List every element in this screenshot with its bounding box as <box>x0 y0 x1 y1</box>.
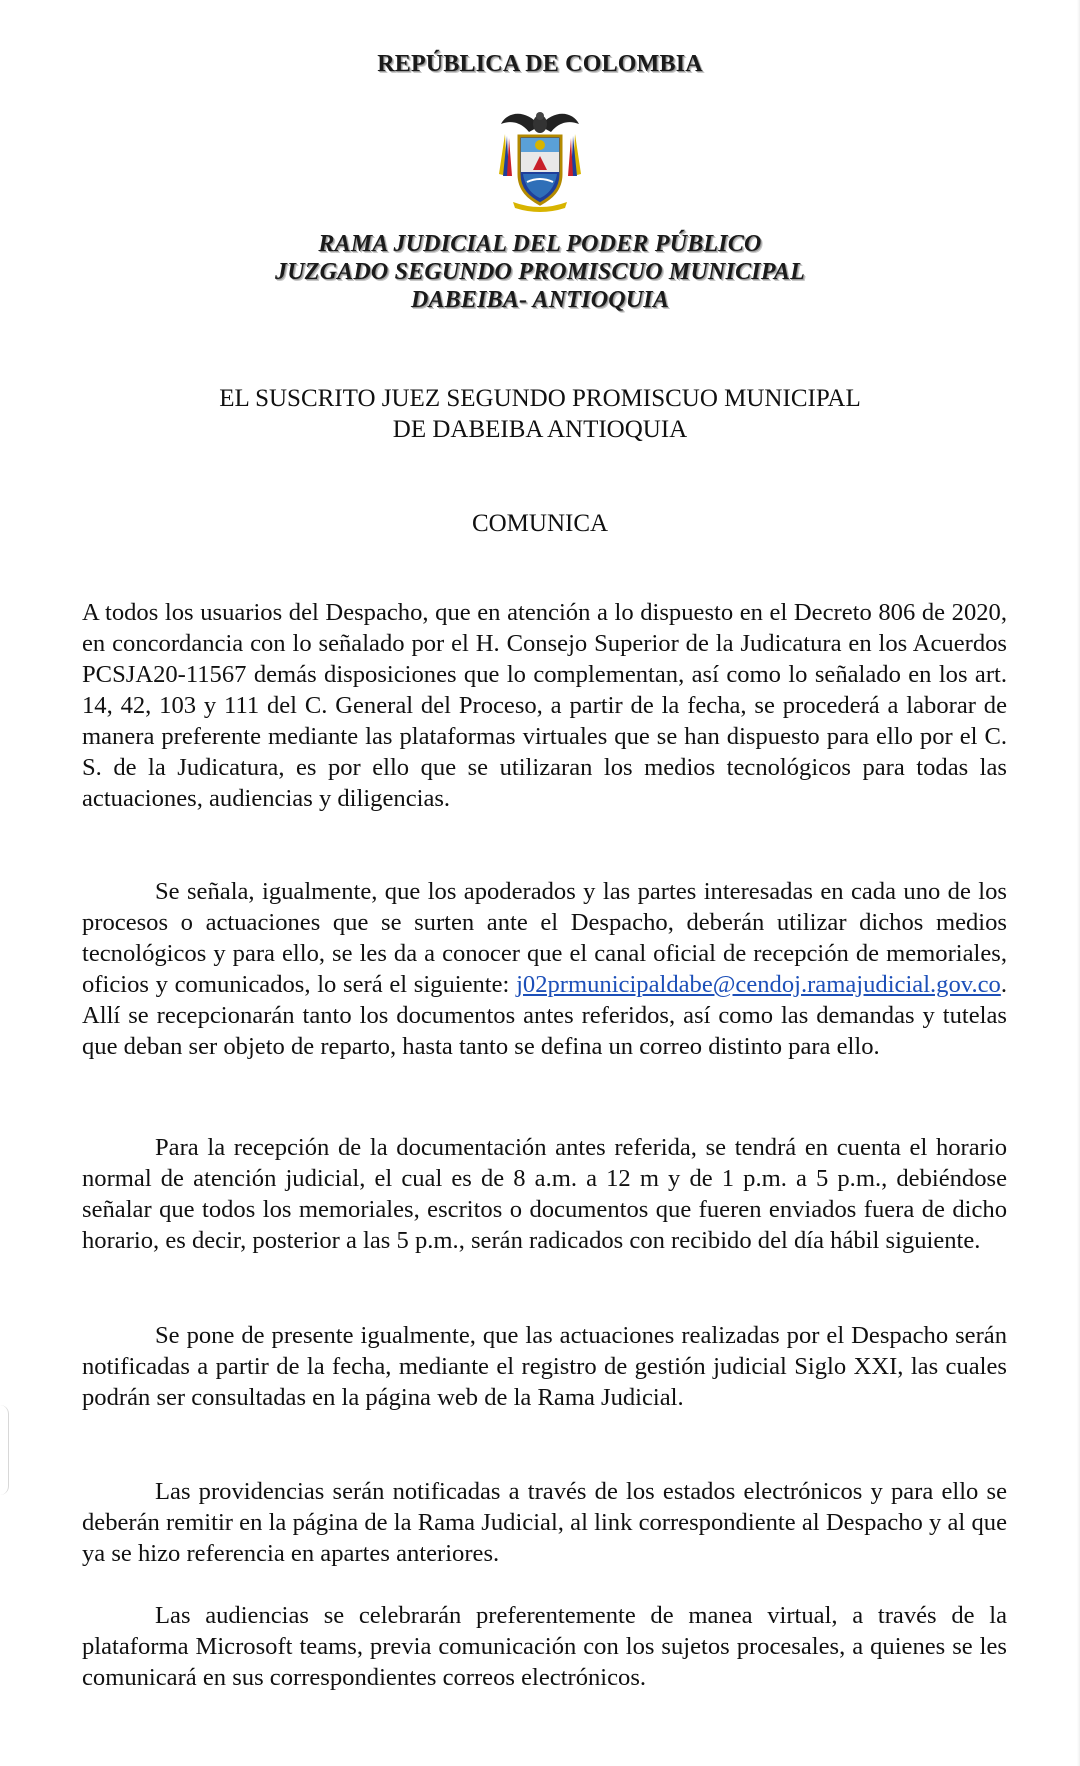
title-line-1: EL SUSCRITO JUEZ SEGUNDO PROMISCUO MUNICIPAL <box>219 385 861 412</box>
republic-heading: REPÚBLICA DE COLOMBIA <box>377 51 703 77</box>
paragraph-4 <box>82 1320 1007 1413</box>
paragraph-3 <box>82 1132 1007 1256</box>
document-title <box>0 383 1080 445</box>
colombia-coat-of-arms-icon <box>495 104 585 212</box>
paragraph-4-text: Se pone de presente igualmente, que las actuaciones realizadas por el Despacho serán notificadas a partir de la fecha, mediante el registro de gestión judicial Siglo XXI, las cuales podrán ser consultadas en la página web de la Rama Judicial. <box>82 1322 1007 1411</box>
court-heading: JUZGADO SEGUNDO PROMISCUO MUNICIPAL <box>275 259 805 285</box>
paragraph-2-text <box>82 876 1007 1062</box>
paragraph-3-text: Para la recepción de la documentación antes referida, se tendrá en cuenta el horario normal de atención judicial, el cual es de 8 a.m. a 12 m y de 1 p.m. a 5 p.m., debiéndose señalar que todos los memoriales, escritos o documentos que fueren enviados fuera de dicho horario, es decir, posterior a las 5 p.m., serán radicados con recibido del día hábil siguiente. <box>82 1134 1007 1254</box>
paragraph-1 <box>82 597 1007 814</box>
paragraph-5-text: Las providencias serán notificadas a través de los estados electrónicos y para ello se deberán remitir en la página de la Rama Judicial, al link correspondiente al Despacho y al que ya se hizo referencia en apartes anteriores. <box>82 1478 1007 1567</box>
official-email-link[interactable]: j02prmunicipaldabe@cendoj.ramajudicial.gov.co <box>516 971 1001 998</box>
branch-heading: RAMA JUDICIAL DEL PODER PÚBLICO <box>318 231 762 257</box>
paragraph-2-rest: . Allí se recepcionarán tanto los documentos antes referidos, así como las demandas y tutelas que deban ser objeto de reparto, hasta tanto se defina un correo distinto para ello. <box>82 971 1007 1060</box>
paragraph-2 <box>82 876 1007 1062</box>
page-edge-mark <box>0 1405 9 1495</box>
paragraph-2-intro: Se señala, igualmente, que los apoderados y las partes interesadas en cada uno de los procesos o actuaciones que se surten ante el Despacho, deberán utilizar dichos medios tecnológicos y para ello, se les da a conocer que el canal oficial de recepción de memoriales, oficios y comunicados, lo será el siguiente: <box>82 878 1007 998</box>
paragraph-6 <box>82 1600 1007 1693</box>
location-heading: DABEIBA- ANTIOQUIA <box>410 287 670 313</box>
document-header <box>0 50 1080 314</box>
title-line-2: DE DABEIBA ANTIOQUIA <box>392 416 688 443</box>
paragraph-5 <box>82 1476 1007 1569</box>
paragraph-6-text: Las audiencias se celebrarán preferentemente de manea virtual, a través de la plataforma Microsoft teams, previa comunicación con los sujetos procesales, a quienes se les comunicará en sus correspondientes correos electrónicos. <box>82 1602 1007 1691</box>
comunica-heading: COMUNICA <box>471 510 609 537</box>
paragraph-1-text: A todos los usuarios del Despacho, que en atención a lo dispuesto en el Decreto 806 de 2020, en concordancia con lo señalado por el H. Consejo Superior de la Judicatura en los Acuerdos PCSJA20-11567 demás disposiciones que lo complementan, así como lo señalado en los art. 14, 42, 103 y 111 del C. General del Proceso, a partir de la fecha, se procederá a laborar de manera preferente mediante las plataformas virtuales que se han dispuesto para ello por el C. S. de la Judicatura, es por ello que se utilizaran los medios tecnológicos para todas las actuaciones, audiencias y diligencias. <box>82 599 1007 812</box>
